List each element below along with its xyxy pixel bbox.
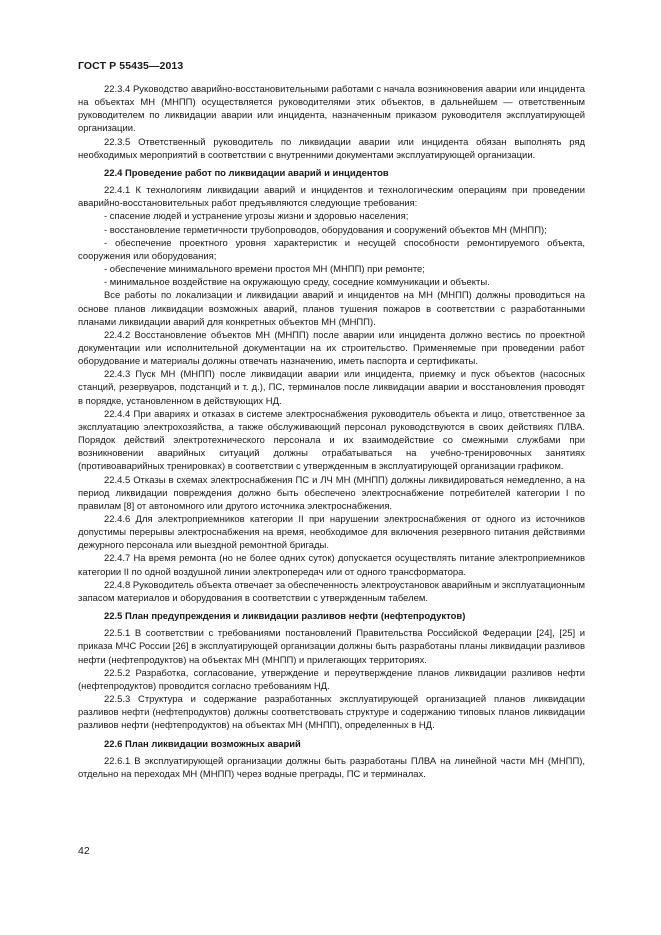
page-number: 42 <box>78 845 90 857</box>
list-item: - минимальное воздействие на окружающую среду, соседние коммуникации и объекты. <box>104 277 490 289</box>
paragraph-22-4-1: 22.4.1 К технологиям ликвидации аварий и инцидентов и технологическим операциям при проведении аварийно-восстановительных работ предъявляются следующие требования: <box>78 185 585 210</box>
section-heading-22-6: 22.6 План ликвидации возможных аварий <box>104 738 301 750</box>
paragraph-22-5-2: 22.5.2 Разработка, согласование, утверждение и переутверждение планов ликвидации разливов нефти (нефтепродуктов) проводится согласно требованиям НД. <box>78 667 585 692</box>
list-item: - восстановление герметичности трубопроводов, оборудования и сооружений объектов МН (МНПП); <box>104 224 547 236</box>
document-body <box>78 83 585 781</box>
paragraph-22-4-6: 22.4.6 Для электроприемников категории II при нарушении электроснабжения от одного из источников допустимы перерывы электроснабжения на время, необходимое для включения резервного питания действиями дежурного персонала или выездной ремонтной бригады. <box>78 514 585 552</box>
section-heading-22-5: 22.5 План предупреждения и ликвидации разливов нефти (нефтепродуктов) <box>104 611 466 623</box>
paragraph-22-4-2: 22.4.2 Восстановление объектов МН (МНПП) после аварии или инцидента должно вестись по проектной документации или исполнительной документации на их строительство. Применяемые при проведении работ оборудование и материалы должны отвечать назначению, иметь паспорта и сертификаты. <box>78 329 585 368</box>
list-item: - спасение людей и устранение угрозы жизни и здоровью населения; <box>104 211 409 223</box>
list-item: - обеспечение минимального времени простоя МН (МНПП) при ремонте; <box>104 264 425 276</box>
paragraph-22-3-4: 22.3.4 Руководство аварийно-восстановительными работами с начала возникновения аварии или инцидента на объектах МН (МНПП) осуществляется руководителями этих объектов, в дальнейшем — ответственным руководителем по ликвидации аварии или инцидента, назначенным приказом руководителя эксплуатирующей организации. <box>78 84 585 135</box>
paragraph-22-5-1: 22.5.1 В соответствии с требованиями постановлений Правительства Российской Федерации [24], [25] и приказа МЧС России [26] в эксплуатирующей организации должны быть разработаны планы ликвидации разливов нефти (нефтепродуктов) на объектах МН (МНПП) и прилегающих территориях. <box>78 628 585 666</box>
paragraph-22-4-3: 22.4.3 Пуск МН (МНПП) после ликвидации аварии или инцидента, приемку и пуск объектов (насосных станций, резервуаров, подстанций и т. д.), ПС, терминалов после ликвидации аварии и восстановления проводят в порядке, установленном в действующих НД. <box>78 369 585 407</box>
paragraph-22-4-8: 22.4.8 Руководитель объекта отвечает за обеспеченность электроустановок аварийным и эксплуатационным запасом материалов и оборудования в соответствии с утвержденным табелем. <box>78 579 585 604</box>
list-item: - обеспечение проектного уровня характеристик и несущей способности ремонтируемого объекта, сооружения или оборудования; <box>78 237 585 262</box>
paragraph-22-6-1: 22.6.1 В эксплуатирующей организации должны быть разработаны ПЛВА на линейной части МН (МНПП), отдельно на переходах МН (МНПП) через водные преграды, ПС и терминалах. <box>78 755 585 780</box>
paragraph-22-4-4: 22.4.4 При авариях и отказах в системе электроснабжения руководитель объекта и лицо, ответственное за эксплуатацию электрохозяйства, а также обслуживающий персонал руководствуются в своих действиях ПЛВА. Порядок действий электротехнического персонала и их взаимодействие со смежными службами при возникновении аварийных ситуаций должны отрабатываться на учебно-тренировочных занятиях (противоаварийных тренировках) в соответствии с утвержденным в эксплуатирующей организации графиком. <box>78 408 585 473</box>
paragraph-22-4-5: 22.4.5 Отказы в схемах электроснабжения ПС и ЛЧ МН (МНПП) должны ликвидироваться немедленно, а на период ликвидации повреждения должно быть обеспечено электроснабжение потребителей категории I по правилам [8] от автономного или другого источника электроснабжения. <box>78 474 585 512</box>
section-heading-22-4: 22.4 Проведение работ по ликвидации аварий и инцидентов <box>104 167 389 179</box>
paragraph-general-works: Все работы по локализации и ликвидации аварий и инцидентов на МН (МНПП) должны проводиться на основе планов ликвидации возможных аварий, планов тушения пожаров в соответствии с разработанными планами ликвидации аварий для конкретных объектов МН (МНПП). <box>78 290 585 328</box>
document-header: ГОСТ Р 55435—2013 <box>78 60 184 72</box>
paragraph-22-4-7: 22.4.7 На время ремонта (но не более одних суток) допускается осуществлять питание электроприемников категории II по одной воздушной линии электропередач или от одного трансформатора. <box>78 553 585 578</box>
paragraph-22-5-3: 22.5.3 Структура и содержание разработанных эксплуатирующей организацией планов ликвидации разливов нефти (нефтепродуктов) должны соответствовать структуре и содержанию типовых планов ликвидации разливов нефти (нефтепродуктов) на объектах МН (МНПП), определенных в НД. <box>78 694 585 732</box>
paragraph-22-3-5: 22.3.5 Ответственный руководитель по ликвидации аварии или инцидента обязан выполнять ряд необходимых мероприятий в соответствии с внутренними документами эксплуатирующей организации. <box>78 136 585 161</box>
